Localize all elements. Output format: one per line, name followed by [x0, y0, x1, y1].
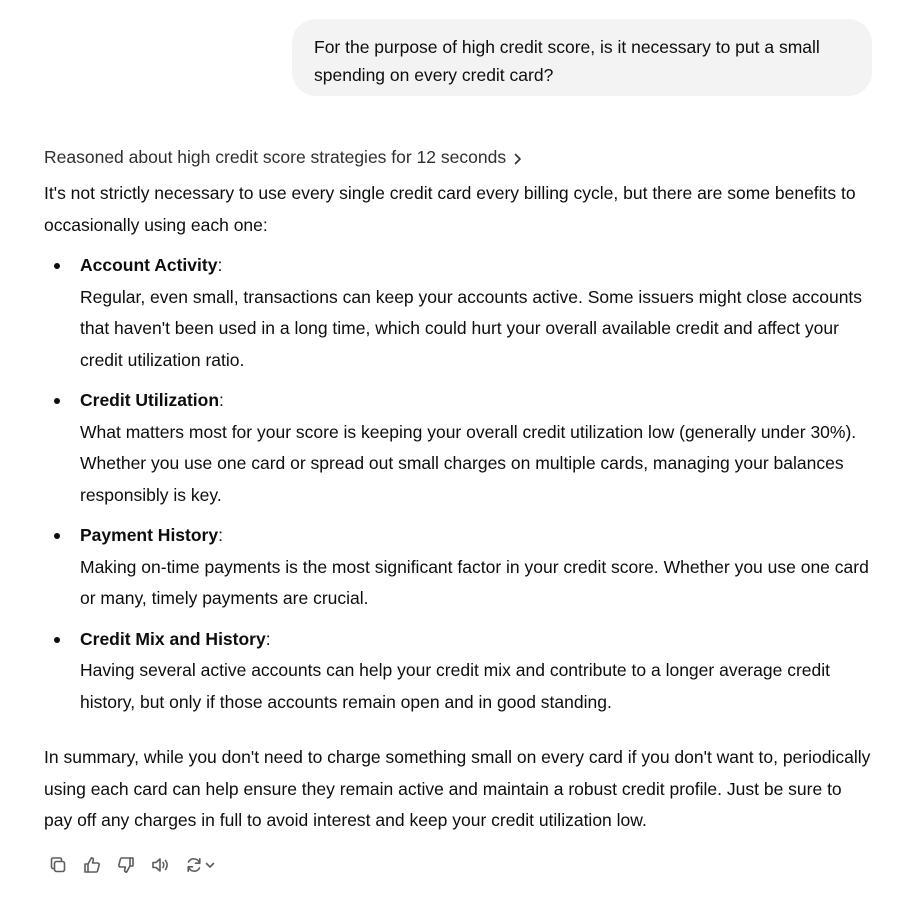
chevron-right-icon: [512, 150, 524, 164]
bad-response-button[interactable]: [112, 851, 140, 879]
reasoning-toggle[interactable]: [44, 144, 524, 170]
bullet-title-colon: :: [265, 628, 271, 649]
bullet-title-text: Credit Utilization: [80, 390, 220, 410]
bullet-title: [80, 624, 874, 656]
bullet-title-colon: :: [219, 390, 224, 410]
bullet-dot: [54, 398, 60, 404]
bullet-dot: [54, 637, 60, 643]
bullet-description: Regular, even small, transactions can keep your accounts active. Some issuers might close accounts that haven't been used in a long time, which could hurt your overall available credit and affect your credit utilization ratio.: [80, 286, 863, 370]
user-message-line-1: For the purpose of high credit score, is it necessary to put a small: [314, 37, 820, 57]
bullet-title-text: Payment History: [80, 525, 219, 545]
bullet-title: [80, 385, 874, 417]
thumbs-up-icon: [82, 855, 102, 875]
bullet-dot: [54, 533, 60, 539]
user-message-line-2: spending on every credit card?: [314, 65, 554, 85]
regenerate-icon: [184, 855, 204, 875]
read-aloud-button[interactable]: [146, 851, 174, 879]
bullet-title: [80, 520, 874, 552]
list-item: [44, 520, 874, 615]
bullet-description: Having several active accounts can help your credit mix and contribute to a longer average credit history, but only if those accounts remain open and in good standing.: [80, 660, 830, 712]
assistant-answer: [44, 178, 874, 837]
bullet-title-colon: :: [217, 255, 223, 275]
message-action-toolbar: [44, 851, 226, 879]
answer-intro: It's not strictly necessary to use every single credit card every billing cycle, but there are some benefits to occasionally using each one:: [44, 183, 856, 235]
list-item: [44, 385, 874, 511]
regenerate-button[interactable]: [180, 851, 220, 879]
copy-icon: [48, 855, 68, 875]
bullet-description: What matters most for your score is keeping your overall credit utilization low (generally under 30%). Whether you use one card or spread out small charges on multiple cards, managing your balances responsibly is key.: [80, 421, 857, 505]
list-item: [44, 250, 874, 376]
user-message-bubble: [292, 19, 872, 96]
chevron-down-icon: [204, 859, 216, 871]
copy-button[interactable]: [44, 851, 72, 879]
answer-summary: In summary, while you don't need to charge something small on every card if you don't want to, periodically using each card can help ensure they remain active and maintain a robust credit profile. Just be sure to pay off any charges in full to avoid interest and keep your credit utilization low.: [44, 747, 871, 830]
bullet-dot: [54, 263, 60, 269]
thumbs-down-icon: [116, 855, 136, 875]
good-response-button[interactable]: [78, 851, 106, 879]
bullet-description: Making on-time payments is the most significant factor in your credit score. Whether you use one card or many, timely payments are crucial.: [80, 556, 869, 608]
bullet-title-text: Account Activity: [80, 255, 218, 275]
bullet-title-colon: :: [218, 525, 223, 545]
answer-bullet-list: [44, 250, 874, 718]
read-aloud-icon: [150, 855, 170, 875]
reasoning-label: Reasoned about high credit score strategies for 12 seconds: [44, 146, 507, 167]
bullet-title-text: Credit Mix and History: [80, 628, 266, 649]
list-item: [44, 624, 874, 719]
bullet-title: [80, 250, 874, 282]
